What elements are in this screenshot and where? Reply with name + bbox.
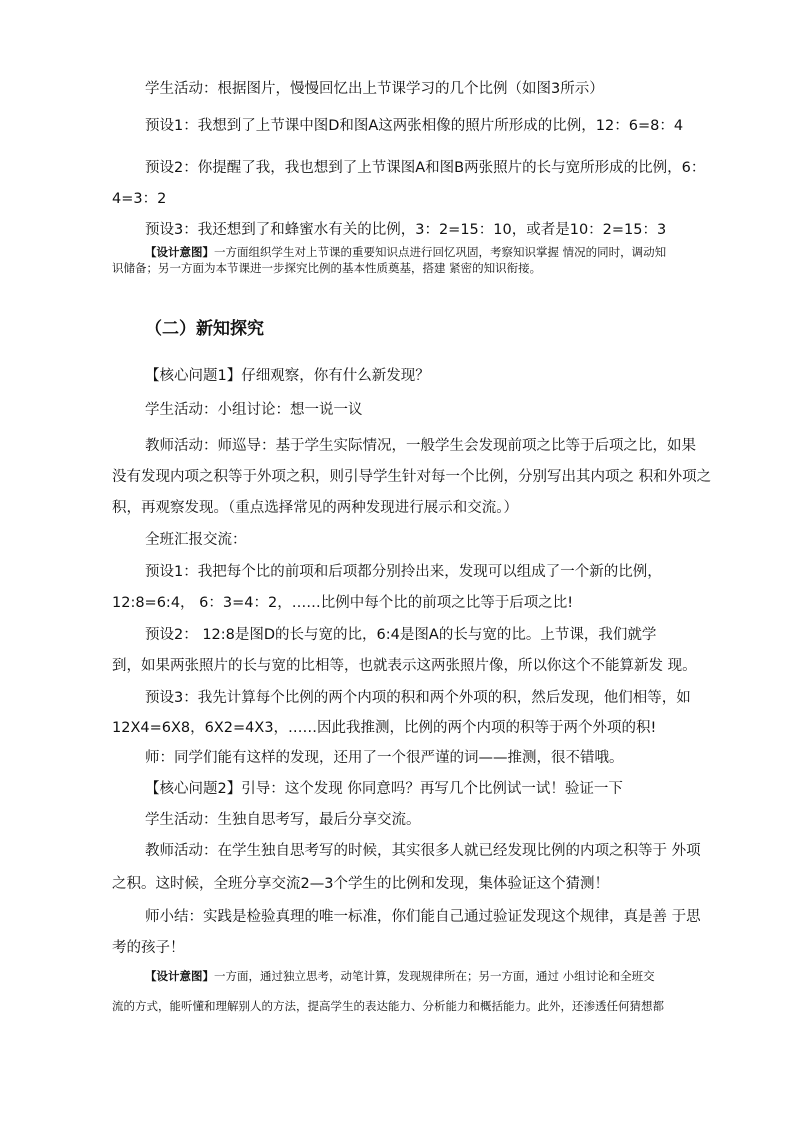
report-preset-1-line-1: 预设1：我把每个比的前项和后项都分别拎出来，发现可以组成了一个新的比例， <box>145 564 662 580</box>
core-question-1: 【核心问题1】仔细观察，你有什么新发现？ <box>145 368 430 384</box>
design-intent-label: 【设计意图】 <box>145 969 214 983</box>
teacher-activity-2-line-2: 之积。这时候，全班分享交流2—3个学生的比例和发现，集体验证这个猜测！ <box>112 876 609 892</box>
report-preset-1-line-2: 12:8=6:4， 6：3=4：2，……比例中每个比的前项之比等于后项之比! <box>112 595 574 611</box>
core-question-2: 【核心问题2】引导：这个发现 你同意吗？再写几个比例试一试！验证一下 <box>145 781 623 797</box>
paragraph-student-activity: 学生活动：根据图片，慢慢回忆出上节课学习的几个比例（如图3所示） <box>145 81 604 97</box>
teacher-comment: 师：同学们能有这样的发现，还用了一个很严谨的词——推测，很不错哦。 <box>145 750 624 766</box>
report-preset-3-line-2: 12X4=6X8，6X2=4X3，……因此我推测，比例的两个内项的积等于两个外项的积! <box>112 720 657 736</box>
teacher-activity-line-2: 没有发现内项之积等于外项之积，则引导学生针对每一个比例，分别写出其内项之 积和外项之 <box>112 469 712 485</box>
teacher-activity-line-3: 积，再观察发现。（重点选择常见的两种发现进行展示和交流。） <box>112 500 518 516</box>
teacher-activity-line-1: 教师活动：师巡导：基于学生实际情况，一般学生会发现前项之比等于后项之比，如果 <box>145 438 696 454</box>
section-heading: （二）新知探究 <box>145 319 264 339</box>
teacher-summary-line-1: 师小结：实践是检验真理的唯一标准，你们能自己通过验证发现这个规律，真是善 于思 <box>145 909 701 925</box>
teacher-activity-2-line-1: 教师活动：在学生独自思考写的时候，其实很多人就已经发现比例的内项之积等于 外项 <box>145 843 701 859</box>
paragraph-preset-3: 预设3：我还想到了和蜂蜜水有关的比例，3：2=15：10，或者是10：2=15：3 <box>145 222 667 238</box>
student-activity-independent: 学生活动：生独自思考写，最后分享交流。 <box>145 812 421 828</box>
report-preset-2-line-1: 预设2： 12:8是图D的长与宽的比，6:4是图A的长与宽的比。上节课，我们就学 <box>145 627 657 643</box>
design-intent-1-line-2: 识储备；另一方面为本节课进一步探究比例的基本性质奠基，搭建 紧密的知识衔接。 <box>112 261 542 275</box>
paragraph-preset-1: 预设1：我想到了上节课中图D和图A这两张相像的照片所形成的比例，12：6=8：4 <box>145 118 684 134</box>
report-preset-3-line-1: 预设3：我先计算每个比例的两个内项的积和两个外项的积，然后发现，他们相等，如 <box>145 690 691 706</box>
design-intent-label: 【设计意图】 <box>145 245 214 259</box>
design-intent-2-line-2: 流的方式，能听懂和理解别人的方法，提高学生的表达能力、分析能力和概括能力。此外，还渗透任何猜想都 <box>112 999 664 1013</box>
design-intent-text: 一方面组织学生对上节课的重要知识点进行回忆巩固，考察知识掌握 情况的同时，调动知 <box>214 245 667 259</box>
design-intent-1-line-1 <box>145 244 666 260</box>
student-activity-discussion: 学生活动：小组讨论：想一说一议 <box>145 402 363 418</box>
design-intent-2-line-1 <box>145 968 655 984</box>
paragraph-preset-2-line-1: 预设2：你提醒了我，我也想到了上节课图A和图B两张照片的长与宽所形成的比例，6： <box>145 160 706 176</box>
report-preset-2-line-2: 到，如果两张照片的长与宽的比相等，也就表示这两张照片像，所以你这个不能算新发 现。 <box>112 658 697 674</box>
paragraph-preset-2-line-2: 4=3：2 <box>112 191 167 207</box>
design-intent-text: 一方面，通过独立思考，动笔计算，发现规律所在；另一方面，通过 小组讨论和全班交 <box>214 969 655 983</box>
teacher-summary-line-2: 考的孩子！ <box>112 940 185 956</box>
class-report-heading: 全班汇报交流： <box>145 532 247 548</box>
